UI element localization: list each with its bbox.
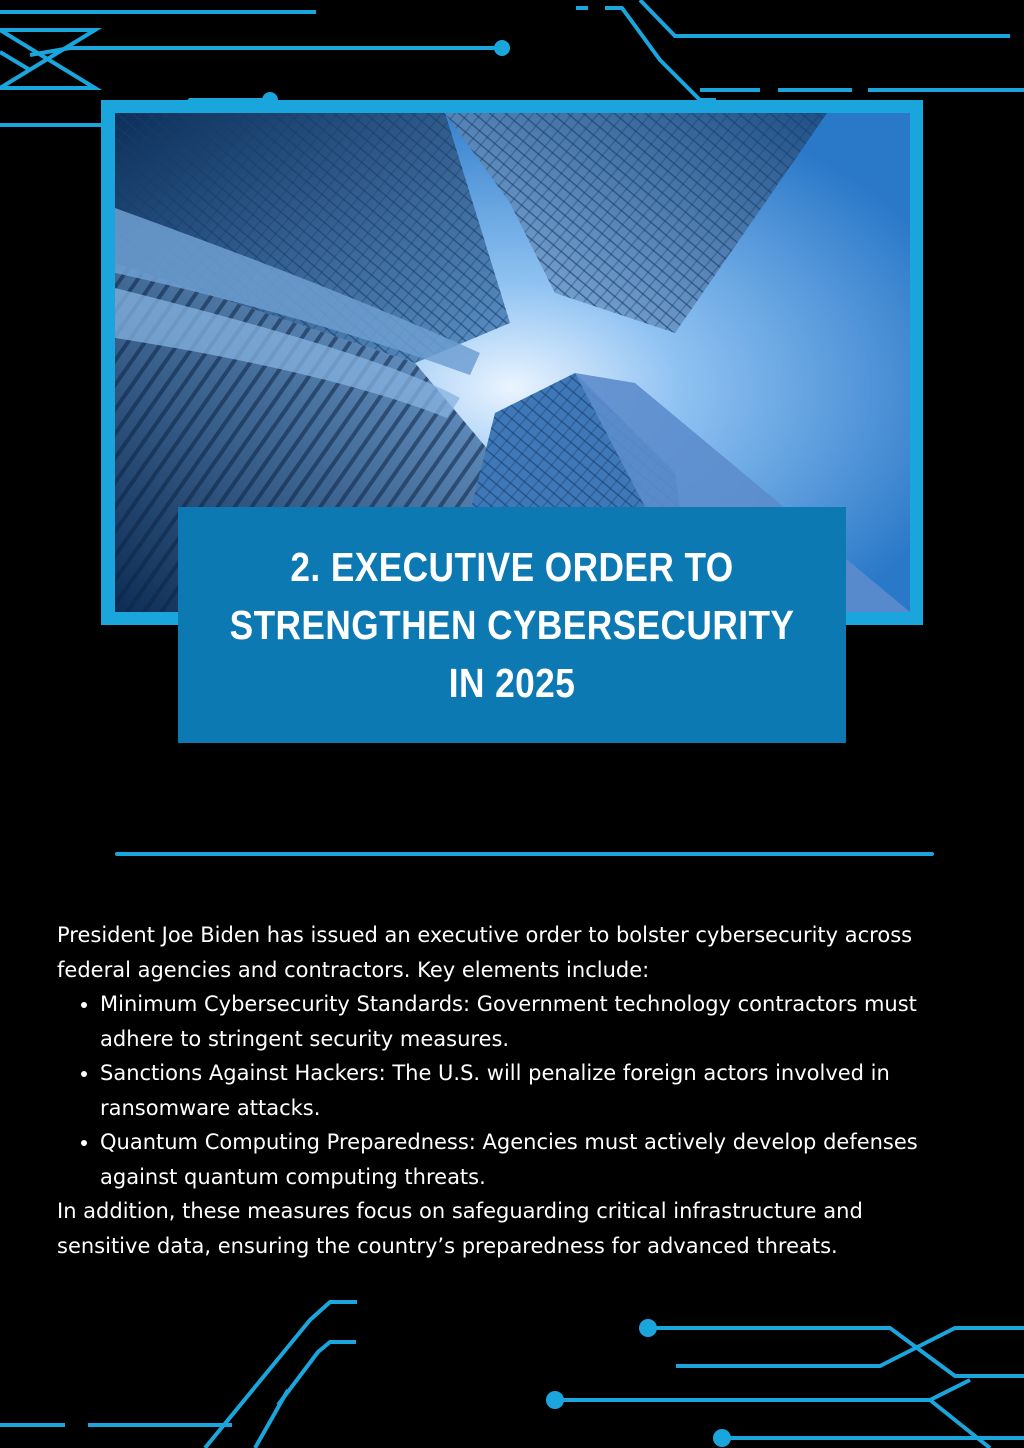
- key-elements-list: [57, 987, 947, 1194]
- title-box: [178, 507, 846, 743]
- list-item: • Quantum Computing Preparedness: Agencies must actively develop defenses against quantum computing threats.: [100, 1125, 947, 1194]
- list-item: • Sanctions Against Hackers: The U.S. will penalize foreign actors involved in ransomware attacks.: [100, 1056, 947, 1125]
- body-text: [57, 918, 947, 1263]
- page-title: 2. EXECUTIVE ORDER TO STRENGTHEN CYBERSECURITY IN 2025: [229, 544, 795, 706]
- closing-paragraph: In addition, these measures focus on safeguarding critical infrastructure and sensitive data, ensuring the country’s preparedness for advanced threats.: [57, 1199, 863, 1258]
- list-item: • Minimum Cybersecurity Standards: Government technology contractors must adhere to stringent security measures.: [100, 987, 947, 1056]
- intro-paragraph: President Joe Biden has issued an executive order to bolster cybersecurity across federal agencies and contractors. Key elements include:: [57, 923, 913, 982]
- divider-line: [115, 852, 934, 856]
